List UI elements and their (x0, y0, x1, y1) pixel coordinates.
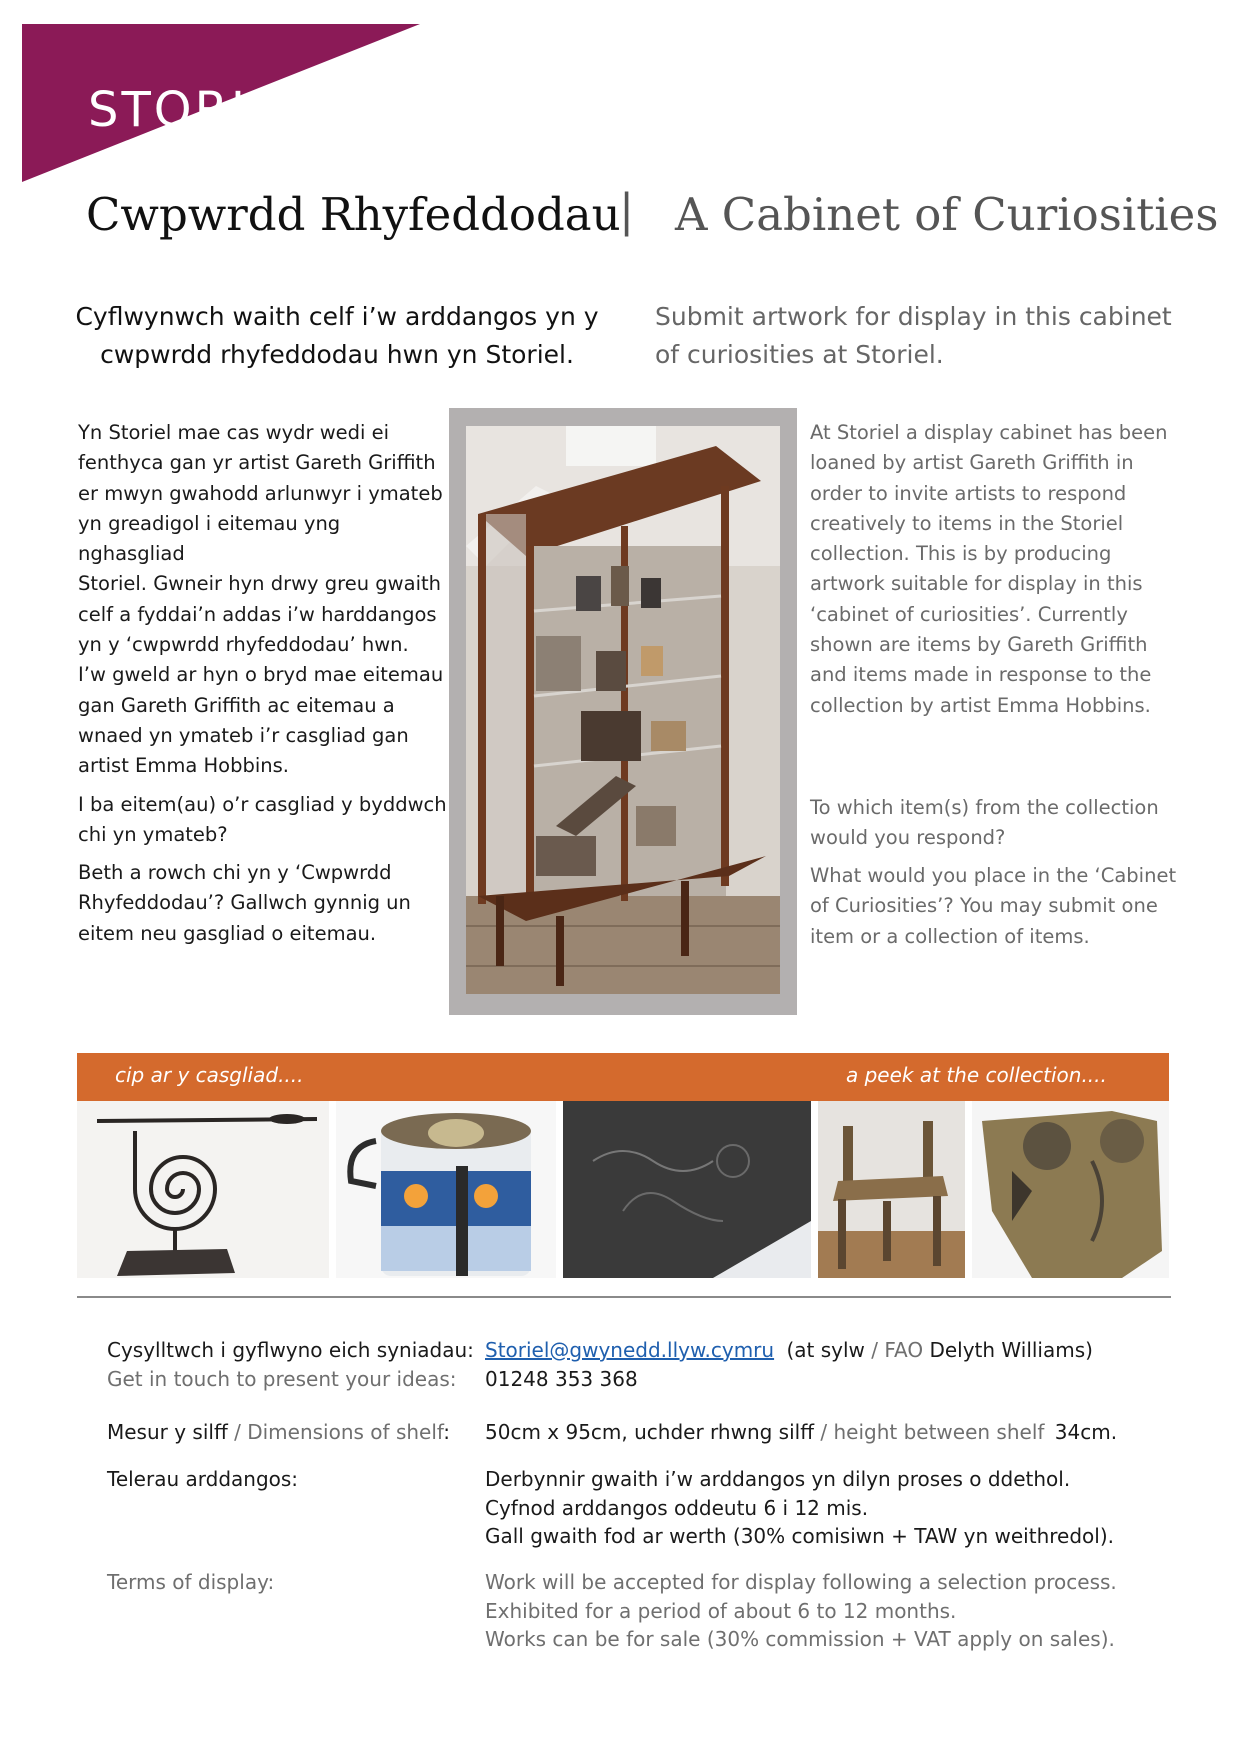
welsh-paragraph: Yn Storiel mae cas wydr wedi ei fenthyca gan yr artist Gareth Griffith er mwyn gwahodd arlunwyr i ymateb yn greadigol i eitemau yng nghasgliad Storiel. Gwneir hyn drwy greu gwaith celf a fyddai’n addas i’w harddangos yn y ‘cwpwrdd rhyfeddodau’ hwn. I’w gweld ar hyn o bryd mae eitemau gan Gareth Griffith ac eitemau a wnaed yn ymateb i’r casgliad gan artist Emma Hobbins. (78, 421, 444, 778)
peek-label-welsh: cip ar y casgliad.... (115, 1063, 304, 1087)
mug-photo (336, 1101, 556, 1278)
welsh-question-2: Beth a rowch chi yn y ‘Cwpwrdd Rhyfeddodau’? Gallwch gynnig un eitem neu gasgliad o eitemau. (78, 861, 411, 945)
email-link[interactable]: Storiel@gwynedd.llyw.cymru (485, 1338, 775, 1362)
title-welsh: Cwpwrdd Rhyfeddodau (86, 188, 621, 241)
contact-label: Cysylltwch i gyflwyno eich syniadau: Get in touch to present your ideas: (107, 1338, 474, 1391)
storiel-logo: STORIEL (88, 82, 312, 138)
english-question-2: What would you place in the ‘Cabinet of Curiosities’? You may submit one item or a collection of items. (810, 864, 1177, 948)
shelf-value: 50cm x 95cm, uchder rhwng silff / height between shelf 34cm. (485, 1420, 1118, 1444)
english-question-1: To which item(s) from the collection would you respond? (810, 796, 1159, 850)
spiral-sculpture-photo (77, 1101, 329, 1278)
terms-label-english: Terms of display: (107, 1570, 275, 1594)
terms-english: Work will be accepted for display following a selection process. Exhibited for a period of about 6 to 12 months. Works can be for sale (30% commission + VAT apply on sales). (485, 1570, 1117, 1651)
english-paragraph: At Storiel a display cabinet has been loaned by artist Gareth Griffith in order to invite artists to respond creatively to items in the Storiel collection. This is by producing artwork suitable for display in this ‘cabinet of curiosities’. Currently shown are items by Gareth Griffith and items made in response to the collection by artist Emma Hobbins. (810, 421, 1168, 717)
welsh-column (78, 418, 448, 945)
title-english: A Cabinet of Curiosities (675, 188, 1219, 241)
intro-welsh: Cyflwynwch waith celf i’w arddangos yn y cwpwrdd rhyfeddodau hwn yn Storiel. (75, 302, 599, 369)
contact-details: Storiel@gwynedd.llyw.cymru (at sylw / FAO Delyth Williams) 01248 353 368 (485, 1336, 1093, 1393)
english-column (810, 418, 1180, 948)
engraved-stone-photo (563, 1101, 811, 1278)
cabinet-photo (466, 426, 780, 994)
title-separator: | (619, 184, 635, 237)
terms-welsh: Derbynnir gwaith i’w arddangos yn dilyn proses o ddethol. Cyfnod arddangos oddeutu 6 i 12 mis. Gall gwaith fod ar werth (30% comisiwn + TAW yn weithredol). (485, 1467, 1114, 1548)
terms-label-welsh: Telerau arddangos: (107, 1467, 299, 1491)
welsh-question-1: I ba eitem(au) o’r casgliad y byddwch chi yn ymateb? (78, 793, 447, 847)
carved-head-photo (972, 1101, 1169, 1278)
intro-english: Submit artwork for display in this cabinet of curiosities at Storiel. (655, 302, 1172, 369)
divider-rule (77, 1296, 1171, 1298)
peek-label-english: a peek at the collection.... (846, 1063, 1107, 1087)
shelf-label: Mesur y silff / Dimensions of shelf: (107, 1420, 450, 1444)
chair-photo (818, 1101, 965, 1278)
phone-number: 01248 353 368 (485, 1366, 638, 1391)
